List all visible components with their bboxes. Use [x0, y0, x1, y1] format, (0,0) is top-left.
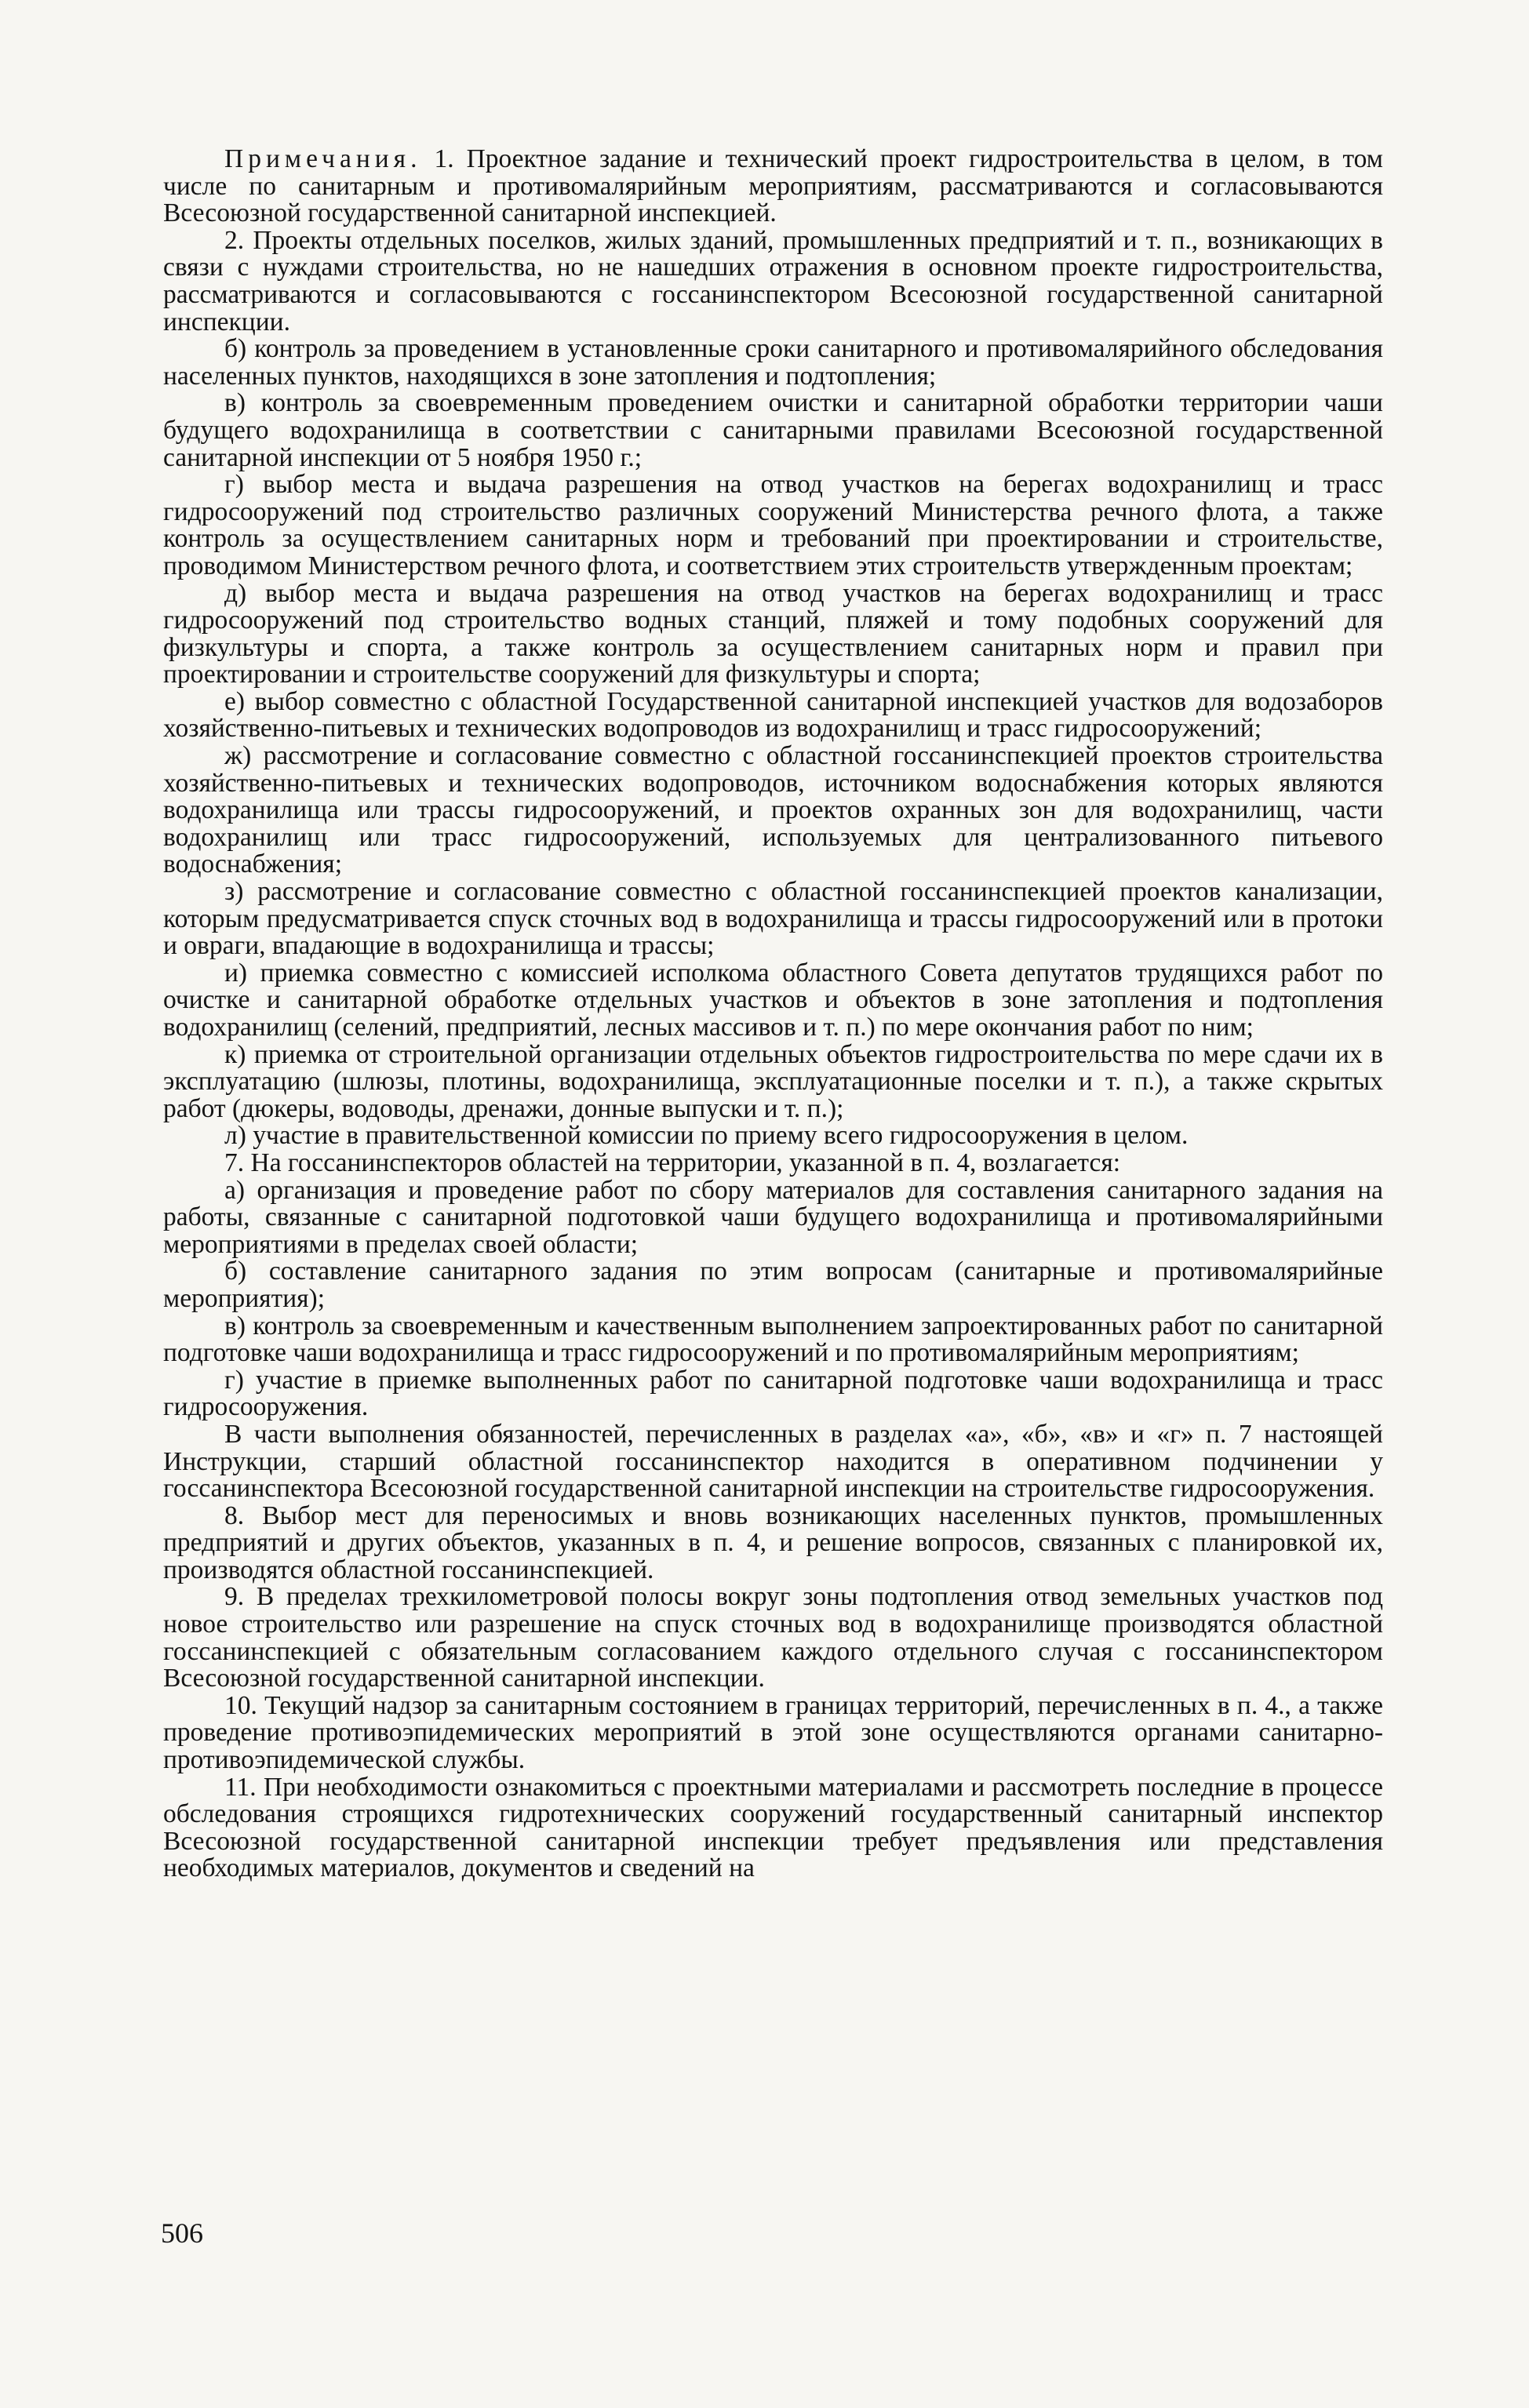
paragraph-point-7: 7. На госсанинспекторов областей на территории, указанной в п. 4, возлагается: — [224, 1148, 1121, 1177]
paragraph-item-7a: а) организация и проведение работ по сбору материалов для составления санитарного задания на работы, связанные с санитарной подготовкой чаши будущего водохранилища и противомалярийными мероприятиями в пределах своей области; — [163, 1175, 1383, 1259]
paragraph-item-v: в) контроль за своевременным проведением очистки и санитарной обработки территории чаши будущего водохранилища в соответствии с санитарными правилами Всесоюзной государственной санитарной инспекции от 5 ноября 1950 г.; — [163, 388, 1383, 472]
paragraph-item-l: л) участие в правительственной комиссии по приему всего гидросооружения в целом. — [224, 1121, 1189, 1151]
paragraph-item-b: б) контроль за проведением в установленные сроки санитарного и противомалярийного обследования населенных пунктов, находящихся в зоне затопления и подтопления; — [163, 334, 1383, 391]
paragraph-item-d: д) выбор места и выдача разрешения на отвод участков на берегах водохранилищ и трасс гидросооружений под строительство водных станций, пляжей и тому подобных сооружений для физкультуры и спорта, а также контроль за осуществлением санитарных норм и правил при проектировании и строительстве сооружений для физкультуры и спорта; — [163, 578, 1383, 689]
paragraph-item-k: к) приемка от строительной организации отдельных объектов гидростроительства по мере сдачи их в эксплуатацию (шлюзы, плотины, водохранилища, эксплуатационные поселки и т. п.), а также скрытых работ (дюкеры, водоводы, дренажи, донные выпуски и т. п.); — [163, 1039, 1383, 1123]
paragraph-item-7v: в) контроль за своевременным и качественным выполнением запроектированных работ по санитарной подготовке чаши водохранилища и трасс гидросооружений и по противомалярийным мероприятиям; — [163, 1311, 1383, 1368]
paragraph-point-11: 11. При необходимости ознакомиться с проектными материалами и рассмотреть последние в процессе обследования строящихся гидротехнических сооружений государственный санитарный инспектор Всесоюзной государственной санитарной инспекции требует предъявления или представления необходимых материалов, документов и сведений на — [163, 1772, 1383, 1883]
paragraph-note-2: 2. Проекты отдельных поселков, жилых зданий, промышленных предприятий и т. п., возникающих в связи с нуждами строительства, но не нашедших отражения в основном проекте гидростроительства, рассматриваются и согласовываются с госсанинспектором Всесоюзной государственной санитарной инспекции. — [163, 225, 1383, 336]
paragraph-point-9: 9. В пределах трехкилометровой полосы вокруг зоны подтопления отвод земельных участков под новое строительство или разрешение на спуск сточных вод в водохранилище производятся областной госсанинспекцией с обязательным согласованием каждого отдельного случая с госсанинспектором Всесоюзной государственной санитарной инспекции. — [163, 1582, 1383, 1693]
note-1-text: 1. Проектное задание и технический проект гидростроительства в целом, в том числе по санитарным и противомалярийным мероприятиям, рассматриваются и согласовываются Всесоюзной государственной санитарной инспекцией. — [163, 144, 1383, 228]
paragraph-subordination: В части выполнения обязанностей, перечисленных в разделах «а», «б», «в» и «г» п. 7 настоящей Инструкции, старший областной госсанинспектор находится в оперативном подчинении у госсанинспектора Всесоюзной государственной санитарной инспекции на строительстве гидросооружения. — [163, 1419, 1383, 1504]
paragraph-item-7b: б) составление санитарного задания по этим вопросам (санитарные и противомалярийные мероприятия); — [163, 1257, 1383, 1313]
page-number: 506 — [161, 2217, 203, 2249]
paragraph-item-i: и) приемка совместно с комиссией исполкома областного Совета депутатов трудящихся работ по очистке и санитарной обработке отдельных участков и объектов в зоне затопления и подтопления водохранилищ (селений, предприятий, лесных массивов и т. п.) по мере окончания работ по ним; — [163, 958, 1383, 1042]
paragraph-point-8: 8. Выбор мест для переносимых и вновь возникающих населенных пунктов, промышленных предприятий и других объектов, указанных в п. 4, и решение вопросов, связанных с планировкой их, производятся областной госсанинспекцией. — [163, 1500, 1383, 1584]
paragraph-item-g: г) выбор места и выдача разрешения на отвод участков на берегах водохранилищ и трасс гидросооружений под строительство различных сооружений Министерства речного флота, а также контроль за осуществлением санитарных норм и требований при проектировании и строительстве, проводимом Министерством речного флота, и соответствием этих строительств утвержденным проектам; — [163, 470, 1383, 580]
paragraph-point-10: 10. Текущий надзор за санитарным состоянием в границах территорий, перечисленных в п. 4., а также проведение противоэпидемических мероприятий в этой зоне осуществляются органами санитарно-противоэпидемической службы. — [163, 1690, 1383, 1775]
notes-label: Примечания. — [224, 144, 422, 173]
paragraph-item-7g: г) участие в приемке выполненных работ по санитарной подготовке чаши водохранилища и трасс гидросооружения. — [163, 1365, 1383, 1422]
document-body — [163, 146, 1383, 1882]
paragraph-item-zh: ж) рассмотрение и согласование совместно с областной госсанинспекцией проектов строительства хозяйственно-питьевых и технических водопроводов, источником водоснабжения которых являются водохранилища или трассы гидросооружений, и проектов охранных зон для водохранилищ, части водохранилищ или трасс гидросооружений, используемых для централизованного питьевого водоснабжения; — [163, 741, 1383, 879]
paragraph-notes-1 — [163, 146, 1383, 227]
paragraph-item-e: е) выбор совместно с областной Государственной санитарной инспекцией участков для водозаборов хозяйственно-питьевых и технических водопроводов из водохранилищ и трасс гидросооружений; — [163, 686, 1383, 744]
paragraph-item-z: з) рассмотрение и согласование совместно с областной госсанинспекцией проектов канализации, которым предусматривается спуск сточных вод в водохранилища и трассы гидросооружений или в протоки и овраги, впадающие в водохранилища и трассы; — [163, 877, 1383, 961]
